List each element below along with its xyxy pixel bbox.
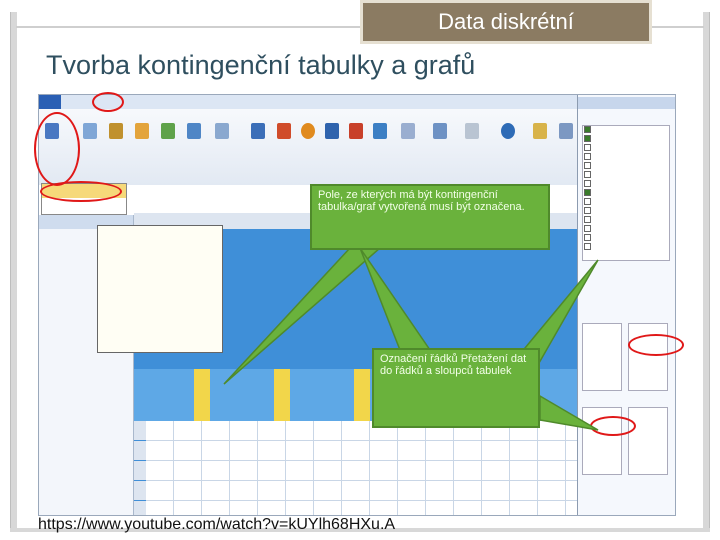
slide-title: Tvorba kontingenční tabulky a grafů [46, 50, 476, 80]
section-tab: Data diskrétní [360, 0, 652, 44]
callout-top: Pole, ze kterých má být kontingenční tabulka/graf vytvořená musí být označena. [310, 184, 550, 250]
source-url[interactable]: https://www.youtube.com/watch?v=kUYlh68HXu.A [38, 516, 396, 533]
callout-bottom: Označení řádků Přetažení dat do řádků a sloupců tabulek [372, 348, 540, 428]
